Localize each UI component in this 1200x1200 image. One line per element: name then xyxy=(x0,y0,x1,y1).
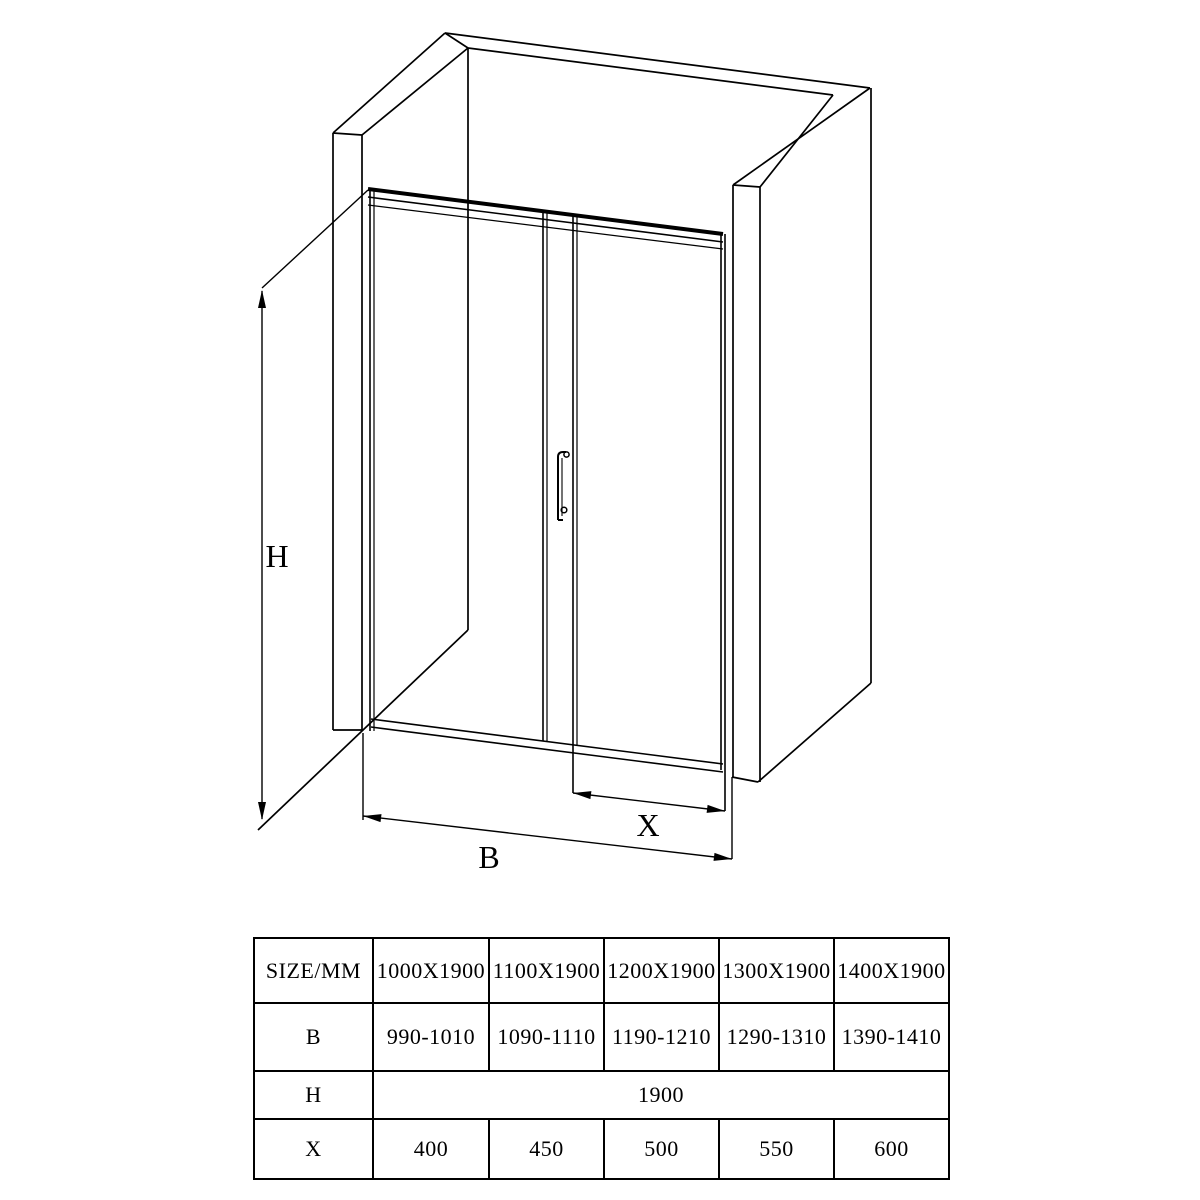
spec-cell: 600 xyxy=(834,1119,949,1179)
floor-right-diagonal xyxy=(758,683,871,782)
spec-row-label: SIZE/MM xyxy=(254,938,373,1003)
x-arrowhead-right xyxy=(707,805,725,813)
spec-cell: 1390-1410 xyxy=(834,1003,949,1071)
beam-inner-top-edge xyxy=(468,48,833,95)
beam-right-outer-diagonal xyxy=(733,88,870,185)
spec-cell: 1000X1900 xyxy=(373,938,489,1003)
spec-cell: 1090-1110 xyxy=(489,1003,604,1071)
spec-cell: 550 xyxy=(719,1119,834,1179)
spec-cell: 1190-1210 xyxy=(604,1003,719,1071)
spec-cell: 400 xyxy=(373,1119,489,1179)
dimension-b xyxy=(363,733,732,875)
beam-outer-top-edge xyxy=(445,33,870,88)
spec-row-label: X xyxy=(254,1119,373,1179)
spec-cell: 1400X1900 xyxy=(834,938,949,1003)
b-dimension-line xyxy=(363,816,732,859)
spec-table xyxy=(253,937,950,1180)
dimension-label-h: H xyxy=(265,538,289,574)
wall-frame xyxy=(258,33,871,830)
beam-right-inner-diagonal xyxy=(760,95,833,187)
h-arrowhead-bottom xyxy=(258,802,266,820)
h-extension-diagonal xyxy=(262,190,368,288)
b-arrowhead-left xyxy=(363,814,382,822)
spec-cell-merged: 1900 xyxy=(373,1071,949,1119)
spec-row-h xyxy=(254,1071,949,1119)
x-arrowhead-left xyxy=(573,791,591,799)
left-pillar-top-edge xyxy=(333,133,362,135)
dimension-h xyxy=(258,190,368,820)
door-top-rail-line2 xyxy=(368,197,723,242)
beam-left-inner-diagonal xyxy=(362,48,468,135)
h-arrowhead-top xyxy=(258,290,266,308)
spec-cell: 1100X1900 xyxy=(489,938,604,1003)
spec-cell: 500 xyxy=(604,1119,719,1179)
right-pillar-top-edge xyxy=(733,185,760,187)
handle-top-mount xyxy=(564,452,569,457)
spec-cell: 990-1010 xyxy=(373,1003,489,1071)
spec-table-container xyxy=(253,937,950,1180)
dimension-label-x: X xyxy=(636,807,660,843)
spec-row-b xyxy=(254,1003,949,1071)
spec-cell: 1200X1900 xyxy=(604,938,719,1003)
door-handle xyxy=(558,452,569,520)
spec-row-size xyxy=(254,938,949,1003)
spec-row-x xyxy=(254,1119,949,1179)
spec-row-label: H xyxy=(254,1071,373,1119)
dimension-label-b: B xyxy=(478,839,500,875)
spec-cell: 1300X1900 xyxy=(719,938,834,1003)
spec-row-label: B xyxy=(254,1003,373,1071)
dimension-x xyxy=(573,791,725,843)
shower-door xyxy=(368,189,725,811)
beam-left-outer-diagonal xyxy=(333,33,445,133)
spec-cell: 1290-1310 xyxy=(719,1003,834,1071)
spec-cell: 450 xyxy=(489,1119,604,1179)
b-arrowhead-right xyxy=(714,853,733,861)
right-pillar-bottom-edge xyxy=(732,777,758,782)
